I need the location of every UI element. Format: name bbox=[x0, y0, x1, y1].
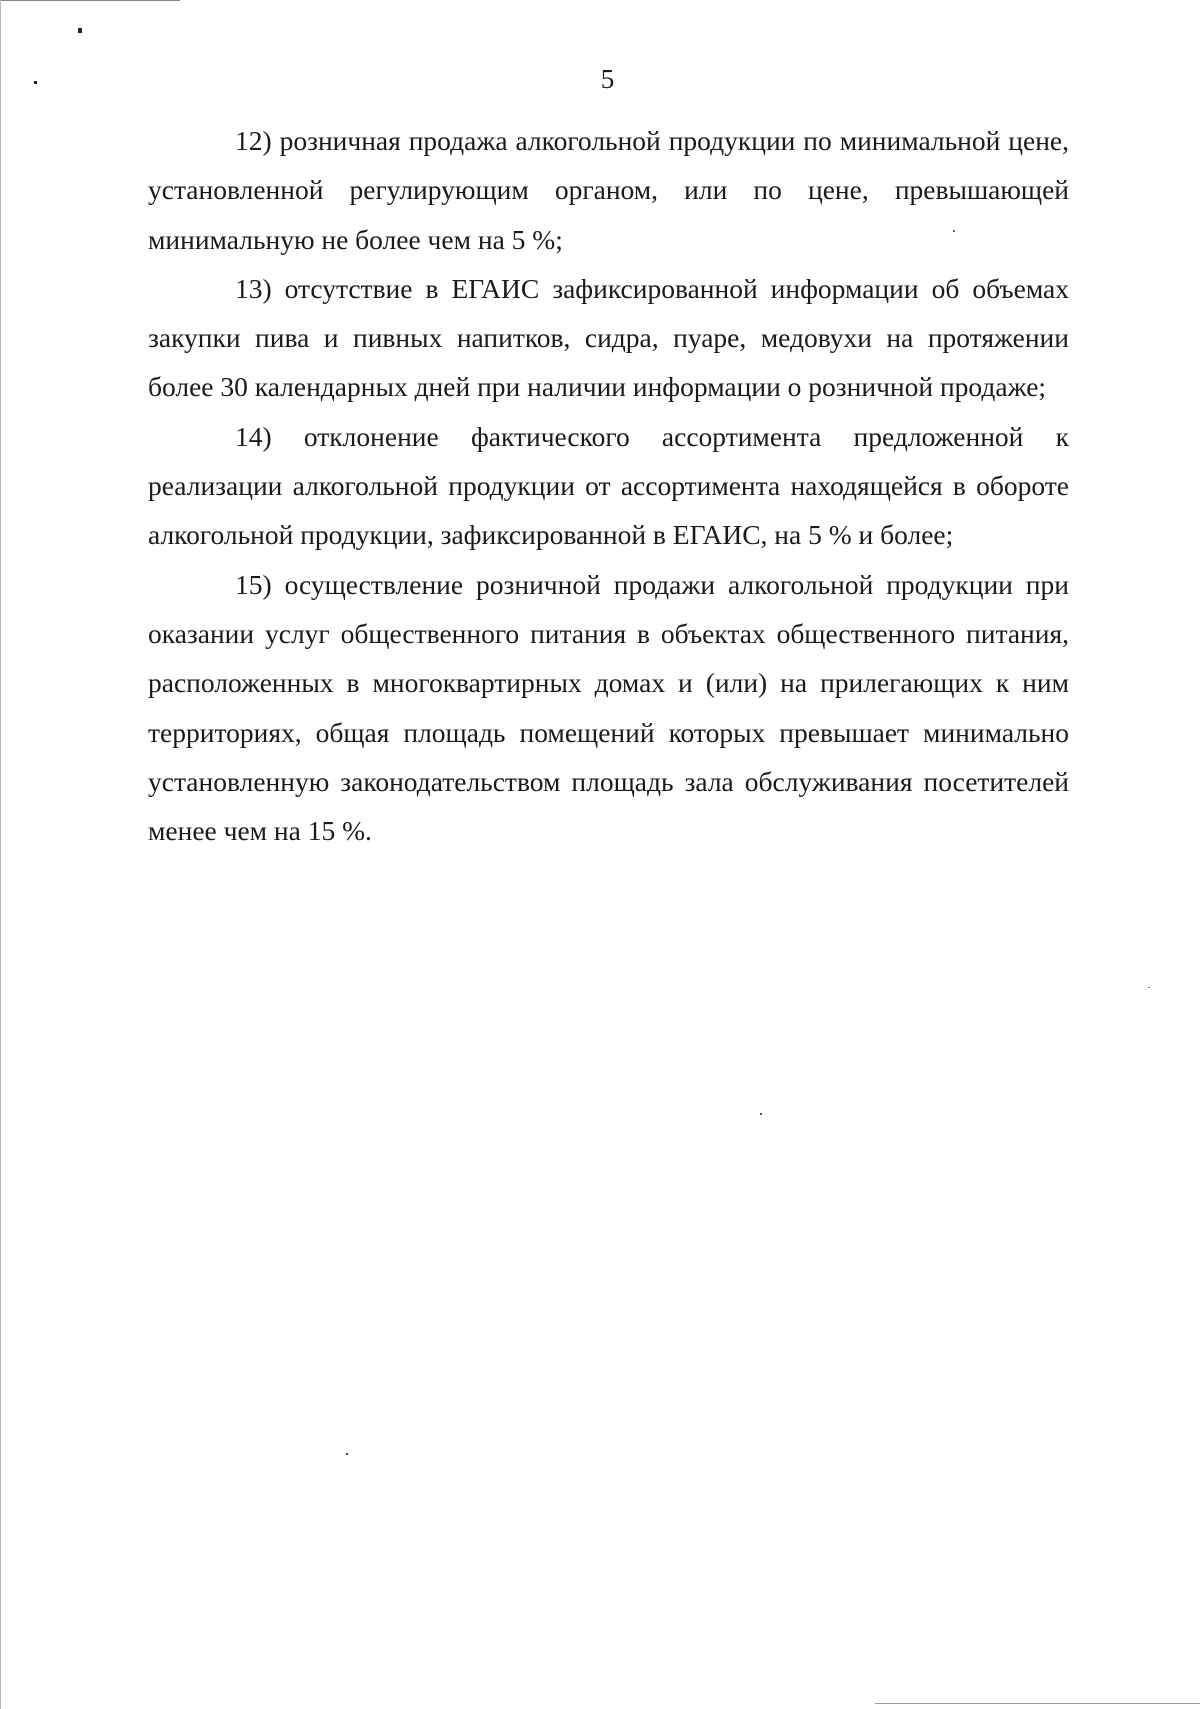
scan-dot bbox=[346, 1453, 348, 1455]
list-item: 12) розничная продажа алкогольной продукции по минимальной цене, установленной регулирующим органом, или по цене, превышающей минимальную не более чем на 5 %; bbox=[148, 125, 1069, 255]
scan-dot bbox=[1148, 987, 1150, 988]
scan-edge-left bbox=[0, 0, 1, 1709]
document-body bbox=[148, 116, 1069, 855]
list-item: 15) осуществление розничной продажи алкогольной продукции при оказании услуг общественного питания в объектах общественного питания, расположенных в многоквартирных домах и (или) на прилегающих к ним территориях, общая площадь помещений которых превышает минимально установленную законодательством площадь зала обслуживания посетителей менее чем на 15 %. bbox=[148, 568, 1069, 847]
list-item: 13) отсутствие в ЕГАИС зафиксированной информации об объемах закупки пива и пивных напитков, сидра, пуаре, медовухи на протяжении более 30 календарных дней при наличии информации о розничной продаже; bbox=[148, 272, 1069, 403]
list-item: 14) отклонение фактического ассортимента предложенной к реализации алкогольной продукции от ассортимента находящейся в обороте алкогольной продукции, зафиксированной в ЕГАИС, на 5 % и более; bbox=[148, 420, 1069, 551]
scan-edge-top bbox=[0, 0, 180, 1]
scan-dot bbox=[760, 1113, 762, 1115]
scan-dot bbox=[78, 28, 82, 33]
scan-edge-bottom bbox=[875, 1703, 1200, 1704]
page-number: 5 bbox=[600, 64, 615, 94]
